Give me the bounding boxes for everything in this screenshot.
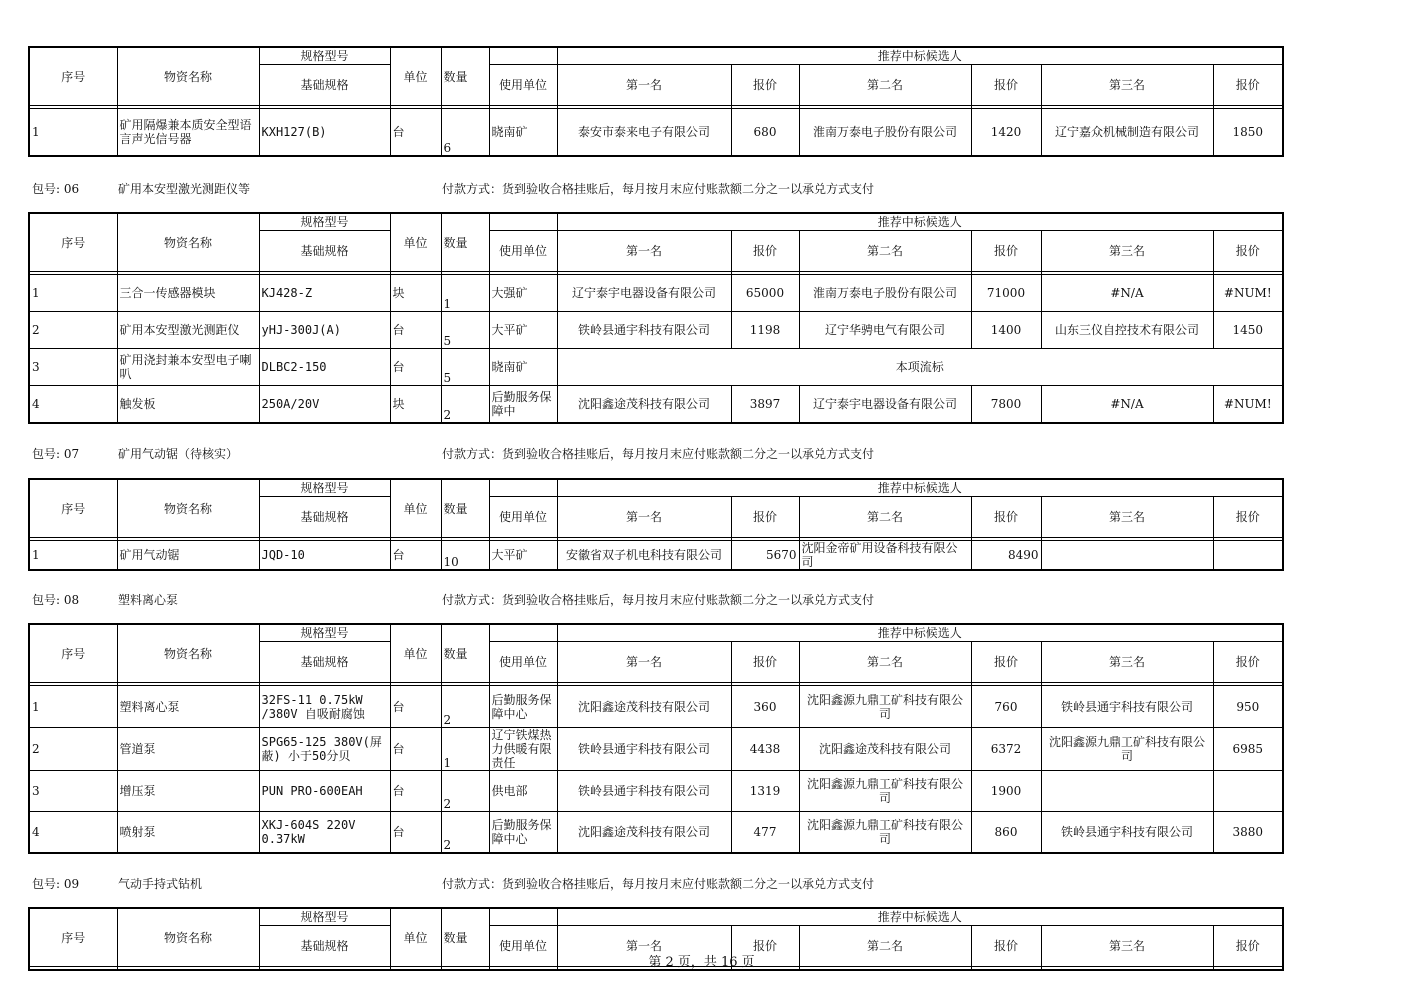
header-seq: 序号 [29,624,117,683]
header-price-1: 报价 [731,65,799,106]
page-footer: 第 2 页，共 16 页 [648,955,755,970]
row-price-3: #NUM! [1213,386,1283,424]
header-row [29,213,1283,231]
row-third: 沈阳鑫源九鼎工矿科技有限公司 [1041,728,1213,771]
row-price-1: 1319 [731,771,799,812]
table-row [29,771,1283,812]
header-user: 使用单位 [489,642,557,683]
row-price-2: 6372 [971,728,1041,771]
row-spec: DLBC2-150 [259,349,390,386]
row-price-1: 4438 [731,728,799,771]
package-title: 矿用气动锯（待核实） [118,447,239,461]
row-name: 塑料离心泵 [117,686,259,728]
row-second: 沈阳鑫途茂科技有限公司 [799,728,971,771]
header-price-3: 报价 [1213,497,1283,538]
header-price-3: 报价 [1213,642,1283,683]
row-user: 晓南矿 [489,109,557,157]
row-price-3: #NUM! [1213,275,1283,312]
row-seq: 1 [29,541,117,571]
row-name: 矿用隔爆兼本质安全型语言声光信号器 [117,109,259,157]
row-price-3 [1213,771,1283,812]
payment-terms: 付款方式：货到验收合格挂账后，每月按月末应付账款额二分之一以承兑方式支付 [442,877,875,891]
header-price-2: 报价 [971,497,1041,538]
row-first: 铁岭县通宇科技有限公司 [557,771,731,812]
header-unit: 单位 [390,908,441,967]
row-second: 淮南万泰电子股份有限公司 [799,109,971,157]
header-qty: 数量 [441,213,489,272]
header-first: 第一名 [557,65,731,106]
row-unit: 台 [390,686,441,728]
header-first: 第一名 [557,231,731,272]
row-price-1: 680 [731,109,799,157]
row-name: 管道泵 [117,728,259,771]
row-user: 后勤服务保障中 [489,386,557,424]
row-first: 沈阳鑫途茂科技有限公司 [557,386,731,424]
row-qty: 2 [441,386,489,424]
table-row [29,386,1283,424]
row-spec: XKJ-604S 220V 0.37kW [259,812,390,854]
row-seq: 1 [29,686,117,728]
row-seq: 2 [29,728,117,771]
header-price-3: 报价 [1213,65,1283,106]
header-seq: 序号 [29,47,117,106]
row-third [1041,771,1213,812]
row-qty: 2 [441,686,489,728]
row-price-1: 5670 [731,541,799,571]
header-blank [489,47,557,65]
row-first: 辽宁泰宇电器设备有限公司 [557,275,731,312]
table-row [29,541,1283,571]
row-first: 沈阳鑫途茂科技有限公司 [557,686,731,728]
header-row [29,908,1283,926]
row-name: 喷射泵 [117,812,259,854]
row-first: 安徽省双子机电科技有限公司 [557,541,731,571]
header-candidates: 推荐中标候选人 [557,213,1283,231]
header-second: 第二名 [799,231,971,272]
row-second: 沈阳鑫源九鼎工矿科技有限公司 [799,686,971,728]
row-first: 沈阳鑫途茂科技有限公司 [557,812,731,854]
header-blank [489,213,557,231]
row-user: 后勤服务保障中心 [489,812,557,854]
row-qty: 1 [441,275,489,312]
row-unit: 台 [390,812,441,854]
row-unit: 台 [390,541,441,571]
header-user: 使用单位 [489,926,557,967]
header-seq: 序号 [29,479,117,538]
header-spec: 基础规格 [259,65,390,106]
payment-terms: 付款方式：货到验收合格挂账后，每月按月末应付账款额二分之一以承兑方式支付 [442,447,875,461]
row-user: 辽宁铁煤热力供暖有限责任 [489,728,557,771]
header-name: 物资名称 [117,479,259,538]
row-unit: 块 [390,386,441,424]
header-second: 第二名 [799,642,971,683]
header-price-2: 报价 [971,231,1041,272]
package-title: 塑料离心泵 [118,593,179,607]
row-first: 泰安市泰来电子有限公司 [557,109,731,157]
header-blank [489,479,557,497]
table-row [29,349,1283,386]
header-qty: 数量 [441,908,489,967]
header-qty: 数量 [441,479,489,538]
row-seq: 2 [29,312,117,349]
header-price-1: 报价 [731,231,799,272]
row-price-2: 7800 [971,386,1041,424]
row-third: #N/A [1041,386,1213,424]
row-qty: 6 [441,109,489,157]
table-row [29,812,1283,854]
header-price-2: 报价 [971,926,1041,967]
header-spec: 基础规格 [259,642,390,683]
row-seq: 4 [29,812,117,854]
row-third: 辽宁嘉众机械制造有限公司 [1041,109,1213,157]
package-label: 包号: 08 [32,593,80,607]
row-name: 三合一传感器模块 [117,275,259,312]
header-blank [489,908,557,926]
row-second: 沈阳金帝矿用设备科技有限公司 [799,541,971,571]
table-row [29,686,1283,728]
header-candidates: 推荐中标候选人 [557,624,1283,642]
header-spec: 基础规格 [259,497,390,538]
header-third: 第三名 [1041,231,1213,272]
header-third: 第三名 [1041,497,1213,538]
header-first: 第一名 [557,926,731,967]
row-qty: 2 [441,771,489,812]
header-spec-group: 规格型号 [259,624,390,642]
package-table [28,46,1282,157]
header-spec: 基础规格 [259,231,390,272]
row-price-3: 1850 [1213,109,1283,157]
row-price-1: 3897 [731,386,799,424]
row-price-3: 950 [1213,686,1283,728]
header-seq: 序号 [29,908,117,967]
payment-terms: 付款方式：货到验收合格挂账后，每月按月末应付账款额二分之一以承兑方式支付 [442,593,875,607]
header-candidates: 推荐中标候选人 [557,908,1283,926]
package-table [28,478,1282,571]
row-user: 大强矿 [489,275,557,312]
header-blank [489,624,557,642]
row-user: 大平矿 [489,312,557,349]
row-price-2: 71000 [971,275,1041,312]
row-third: 铁岭县通宇科技有限公司 [1041,686,1213,728]
row-price-1: 477 [731,812,799,854]
header-price-2: 报价 [971,65,1041,106]
row-qty: 10 [441,541,489,571]
row-spec: PUN PRO-600EAH [259,771,390,812]
package-title: 气动手持式钻机 [118,877,203,891]
header-spec-group: 规格型号 [259,908,390,926]
header-second: 第二名 [799,926,971,967]
row-spec: yHJ-300J(A) [259,312,390,349]
row-name: 矿用气动锯 [117,541,259,571]
row-spec: SPG65-125 380V(屏蔽) 小于50分贝 [259,728,390,771]
header-name: 物资名称 [117,47,259,106]
row-price-3: 1450 [1213,312,1283,349]
header-second: 第二名 [799,65,971,106]
row-price-2: 8490 [971,541,1041,571]
header-third: 第三名 [1041,926,1213,967]
header-unit: 单位 [390,47,441,106]
row-first: 铁岭县通宇科技有限公司 [557,728,731,771]
row-unit: 台 [390,728,441,771]
header-price-3: 报价 [1213,926,1283,967]
header-spec-group: 规格型号 [259,47,390,65]
row-unit: 块 [390,275,441,312]
row-price-3 [1213,541,1283,571]
row-price-2: 1420 [971,109,1041,157]
header-spec-group: 规格型号 [259,213,390,231]
table-row [29,275,1283,312]
table-row [29,109,1283,157]
row-price-2: 860 [971,812,1041,854]
row-third: 山东三仪自控技术有限公司 [1041,312,1213,349]
header-second: 第二名 [799,497,971,538]
header-name: 物资名称 [117,213,259,272]
row-unit: 台 [390,771,441,812]
row-qty: 5 [441,312,489,349]
row-seq: 3 [29,349,117,386]
row-name: 触发板 [117,386,259,424]
row-price-1: 1198 [731,312,799,349]
header-row [29,47,1283,65]
header-first: 第一名 [557,497,731,538]
payment-terms: 付款方式：货到验收合格挂账后，每月按月末应付账款额二分之一以承兑方式支付 [442,182,875,196]
row-third: #N/A [1041,275,1213,312]
header-row [29,479,1283,497]
row-name: 矿用浇封兼本安型电子喇叭 [117,349,259,386]
row-second: 淮南万泰电子股份有限公司 [799,275,971,312]
row-second: 辽宁华骋电气有限公司 [799,312,971,349]
row-name: 增压泵 [117,771,259,812]
row-spec: 250A/20V [259,386,390,424]
row-user: 供电部 [489,771,557,812]
header-name: 物资名称 [117,908,259,967]
row-price-2: 1900 [971,771,1041,812]
row-spec: 32FS-11 0.75kW /380V 自吸耐腐蚀 [259,686,390,728]
row-price-1: 360 [731,686,799,728]
row-qty: 5 [441,349,489,386]
row-third: 铁岭县通宇科技有限公司 [1041,812,1213,854]
header-qty: 数量 [441,47,489,106]
header-spec-group: 规格型号 [259,479,390,497]
header-spec: 基础规格 [259,926,390,967]
row-spec: KXH127(B) [259,109,390,157]
header-unit: 单位 [390,479,441,538]
header-name: 物资名称 [117,624,259,683]
header-third: 第三名 [1041,642,1213,683]
package-label: 包号: 06 [32,182,80,196]
row-unit: 台 [390,349,441,386]
row-first: 铁岭县通宇科技有限公司 [557,312,731,349]
row-user: 后勤服务保障中心 [489,686,557,728]
row-price-3: 3880 [1213,812,1283,854]
row-qty: 1 [441,728,489,771]
header-candidates: 推荐中标候选人 [557,47,1283,65]
header-first: 第一名 [557,642,731,683]
row-second: 沈阳鑫源九鼎工矿科技有限公司 [799,771,971,812]
header-third: 第三名 [1041,65,1213,106]
row-user: 大平矿 [489,541,557,571]
table-row [29,728,1283,771]
header-user: 使用单位 [489,65,557,106]
row-seq: 1 [29,109,117,157]
row-merged-status: 本项流标 [557,349,1283,386]
row-price-2: 1400 [971,312,1041,349]
row-seq: 4 [29,386,117,424]
row-spec: JQD-10 [259,541,390,571]
row-name: 矿用本安型激光测距仪 [117,312,259,349]
package-title: 矿用本安型激光测距仪等 [118,182,251,196]
row-price-3: 6985 [1213,728,1283,771]
header-price-1: 报价 [731,497,799,538]
row-unit: 台 [390,109,441,157]
header-seq: 序号 [29,213,117,272]
package-table-partial [28,907,1282,953]
package-table [28,623,1282,854]
row-seq: 1 [29,275,117,312]
header-price-2: 报价 [971,642,1041,683]
row-unit: 台 [390,312,441,349]
row-price-1: 65000 [731,275,799,312]
header-unit: 单位 [390,213,441,272]
header-unit: 单位 [390,624,441,683]
header-price-1: 报价 [731,642,799,683]
header-row [29,624,1283,642]
row-second: 辽宁泰宇电器设备有限公司 [799,386,971,424]
row-second: 沈阳鑫源九鼎工矿科技有限公司 [799,812,971,854]
header-price-3: 报价 [1213,231,1283,272]
package-label: 包号: 07 [32,447,80,461]
header-user: 使用单位 [489,231,557,272]
package-table [28,212,1282,424]
row-user: 晓南矿 [489,349,557,386]
row-spec: KJ428-Z [259,275,390,312]
header-qty: 数量 [441,624,489,683]
row-price-2: 760 [971,686,1041,728]
header-price-1: 报价 [731,926,799,967]
row-qty: 2 [441,812,489,854]
header-user: 使用单位 [489,497,557,538]
row-seq: 3 [29,771,117,812]
package-label: 包号: 09 [32,877,80,891]
row-third [1041,541,1213,571]
header-candidates: 推荐中标候选人 [557,479,1283,497]
table-row [29,312,1283,349]
